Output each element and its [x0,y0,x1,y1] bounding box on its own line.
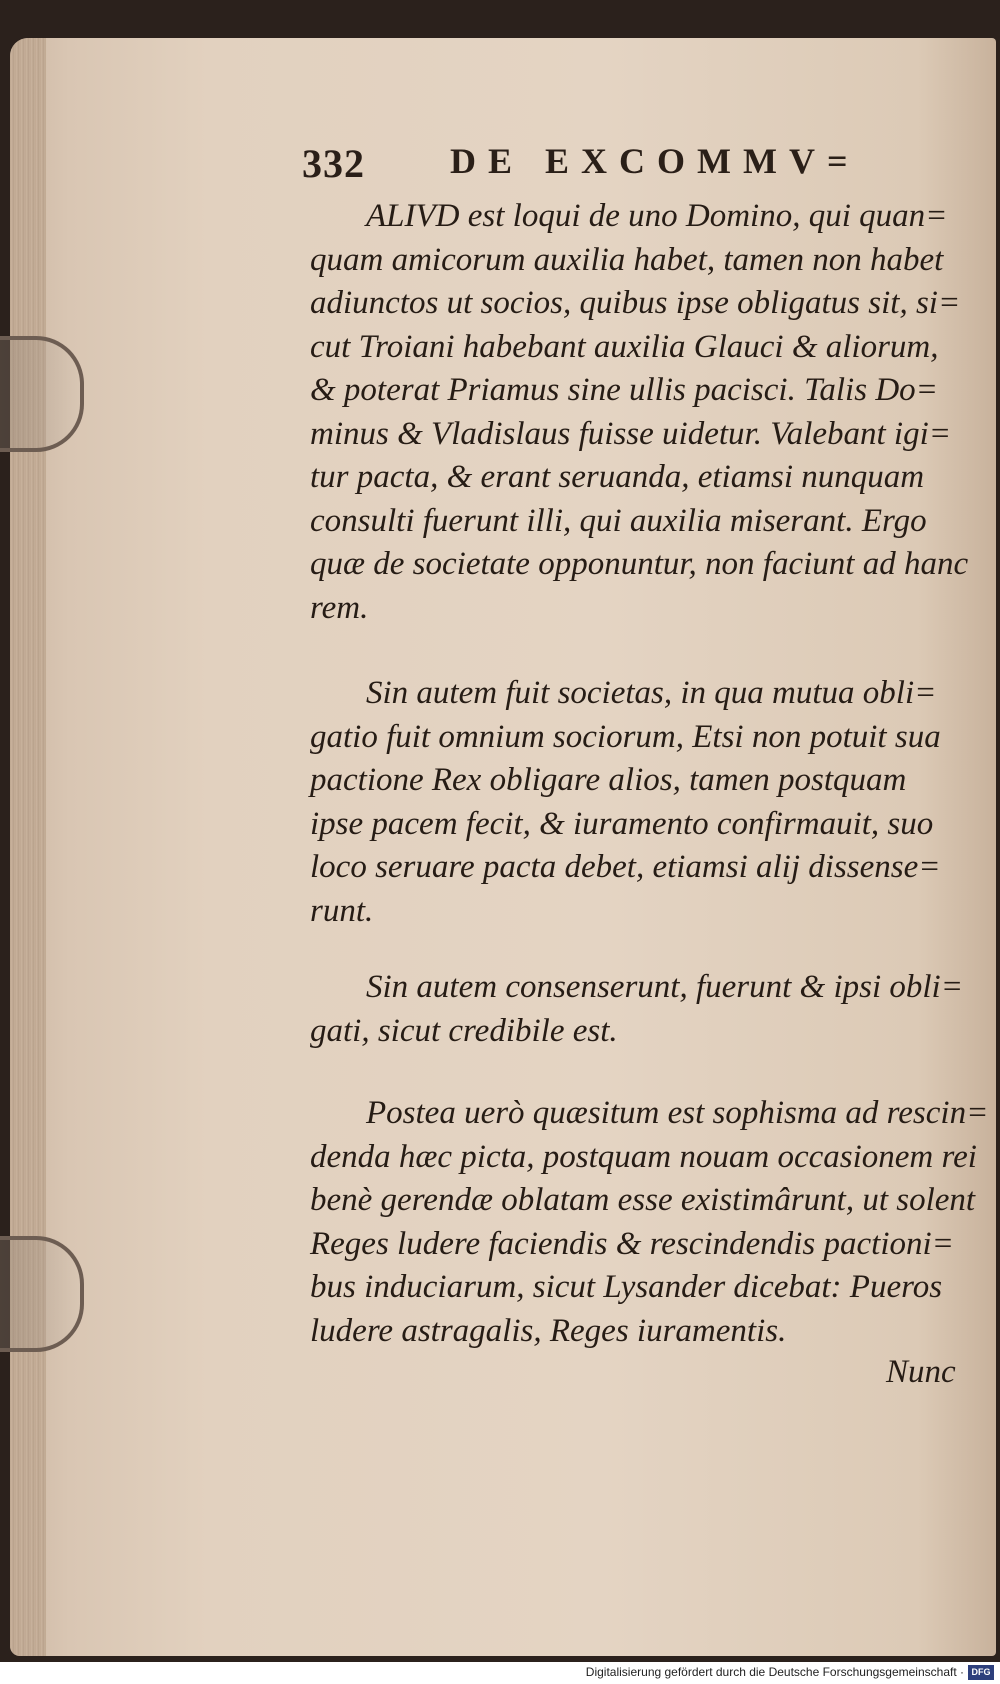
paragraph-3 [310,966,963,1053]
text-line: quam amicorum auxilia habet, tamen non habet [310,241,944,278]
text-line: cut Troiani habebant auxilia Glauci & aliorum, [310,328,939,365]
text-line: runt. [310,892,374,929]
book-clasp-lower [0,1236,84,1352]
text-line: rem. [310,589,369,626]
paragraph-4 [310,1092,989,1353]
text-line: Reges ludere faciendis & rescindendis pactioni= [310,1225,954,1262]
dfg-logo-icon[interactable]: DFG [968,1665,994,1680]
text-line: benè gerendæ oblatam esse existimârunt, ut solent [310,1182,976,1218]
catchword: Nunc [886,1354,956,1390]
text-line: & poterat Priamus sine ullis pacisci. Talis Do= [310,372,938,408]
text-line: bus induciarum, sicut Lysander dicebat: Pueros [310,1269,943,1305]
text-line: Sin autem fuit societas, in qua mutua obli= [366,675,937,711]
paragraph-1 [310,195,969,630]
page-edges [10,38,46,1656]
running-title: DE EXCOMMV= [450,141,860,181]
text-line: gatio fuit omnium sociorum, Etsi non potuit sua [310,718,941,755]
text-line: ludere astragalis, Reges iuramentis. [310,1312,787,1349]
text-line: Sin autem consenserunt, fuerunt & ipsi obli= [366,969,963,1005]
text-line: gati, sicut credibile est. [310,1012,618,1049]
text-line: tur pacta, & erant seruanda, etiamsi nunquam [310,459,925,495]
digitization-footer [0,1662,1000,1684]
text-line: denda hæc picta, postquam nouam occasionem rei [310,1138,977,1175]
text-line: ALIVD est loqui de uno Domino, qui quan= [366,198,948,234]
paragraph-2 [310,672,960,933]
text-line: Postea uerò quæsitum est sophisma ad rescin= [366,1095,989,1131]
text-line: adiunctos ut socios, quibus ipse obligatus sit, si= [310,285,961,321]
page-header [302,140,862,190]
text-line: consulti fuerunt illi, qui auxilia miserant. Ergo [310,502,927,539]
page-number: 332 [302,141,365,186]
funding-credit: Digitalisierung gefördert durch die Deutsche Forschungsgemeinschaft · [585,1665,964,1679]
text-line: minus & Vladislaus fuisse uidetur. Valebant igi= [310,415,952,452]
text-line: pactione Rex obligare alios, tamen postquam [310,762,907,798]
text-line: ipse pacem fecit, & iuramento confirmauit, suo [310,805,934,842]
text-line: loco seruare pacta debet, etiamsi alij dissense= [310,849,941,885]
text-line: quæ de societate opponuntur, non faciunt ad hanc [310,546,969,582]
book-clasp-upper [0,336,84,452]
